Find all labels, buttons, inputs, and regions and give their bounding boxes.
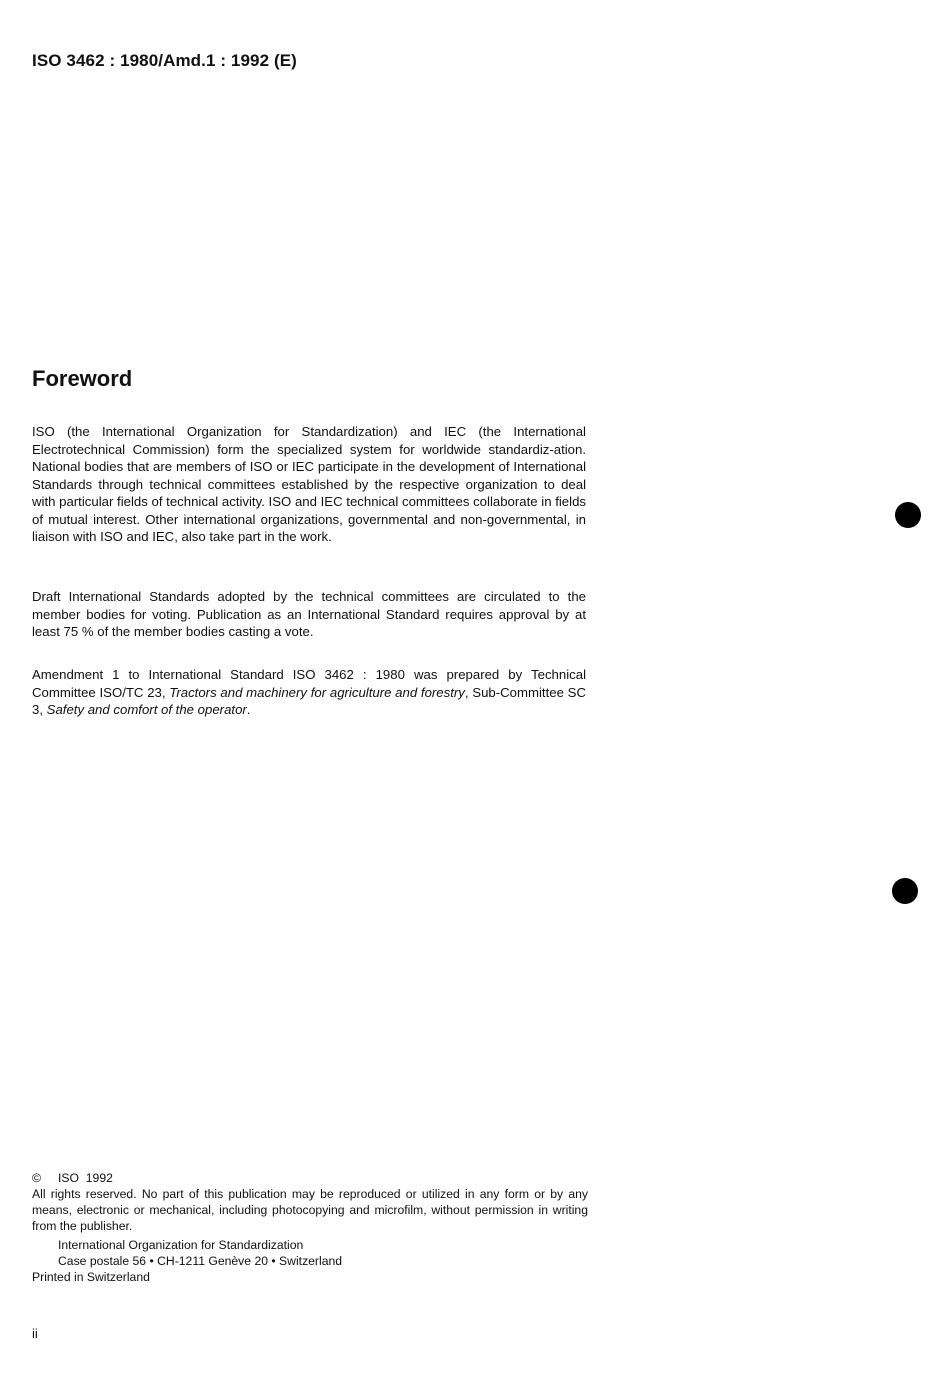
margin-punch-dot-bottom [892, 878, 918, 904]
printed-location: Printed in Switzerland [32, 1270, 150, 1284]
paragraph-3-text-middle: , Sub-Committee SC 3, [32, 684, 586, 718]
foreword-paragraph-1: ISO (the International Organization for Standardization) and IEC (the International Electrotechnical Commission) form the specialized system for worldwide standardiz-ation. National bodies that are members of ISO or IEC participate in the development of International Standards through technical committees established by the respective organization to deal with particular fields of technical activity. ISO and IEC technical committees collaborate in fields of mutual interest. Other international organizations, governmental and non-governmental, in liaison with ISO and IEC, also take part in the work. [32, 424, 586, 545]
foreword-paragraph-2: Draft International Standards adopted by the technical committees are circulated to the member bodies for voting. Publication as an International Standard requires approval by at least 75 % of the member bodies casting a vote. [32, 589, 586, 640]
copyright-symbol: © [32, 1171, 41, 1185]
foreword-paragraph-3 [32, 666, 586, 719]
copyright-rights-statement: All rights reserved. No part of this publication may be reproduced or utilized in any form or by any means, electronic or mechanical, including photocopying and microfilm, without permission in writing from the publisher. [32, 1187, 588, 1233]
subcommittee-title: Safety and comfort of the operator [46, 702, 247, 718]
paragraph-3-text-start: Amendment 1 to International Standard ISO 3462 : 1980 was prepared by Technical Committee ISO/TC 23, [32, 667, 586, 700]
organization-name: International Organization for Standardization [58, 1238, 304, 1252]
copyright-year: ISO 1992 [58, 1171, 113, 1185]
organization-address: Case postale 56 • CH-1211 Genève 20 • Switzerland [58, 1254, 343, 1268]
copyright-notice [32, 1170, 588, 1186]
paragraph-3-text-end: . [246, 702, 251, 718]
page-header-designation: ISO 3462 : 1980/Amd.1 : 1992 (E) [32, 51, 297, 70]
committee-title: Tractors and machinery for agriculture and forestry [169, 684, 465, 700]
margin-punch-dot-top [895, 502, 921, 528]
page-number: ii [32, 1326, 38, 1341]
foreword-title: Foreword [32, 366, 133, 391]
copyright-block [32, 1170, 588, 1285]
